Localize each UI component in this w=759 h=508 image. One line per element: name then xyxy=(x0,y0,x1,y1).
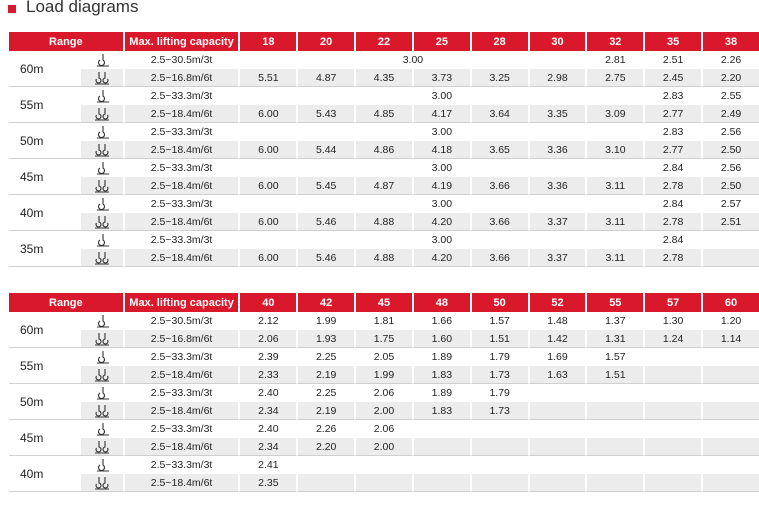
value-cell: 6.00 xyxy=(238,141,296,159)
value-cell xyxy=(296,456,354,474)
single-hook-icon xyxy=(81,456,123,474)
value-cell xyxy=(701,231,759,249)
value-cell xyxy=(701,348,759,366)
header-radius: 32 xyxy=(585,32,643,51)
value-cell xyxy=(585,384,643,402)
value-cell: 1.99 xyxy=(354,366,412,384)
value-cell xyxy=(643,420,701,438)
value-cell: 1.69 xyxy=(528,348,586,366)
value-cell xyxy=(585,123,643,141)
value-cell: 3.36 xyxy=(528,141,586,159)
value-cell xyxy=(354,231,412,249)
value-cell: 4.19 xyxy=(412,177,470,195)
capacity-cell: 2.5~18.4m/6t xyxy=(123,438,239,456)
value-cell: 2.34 xyxy=(238,402,296,420)
value-cell: 1.81 xyxy=(354,312,412,330)
capacity-cell: 2.5~33.3m/3t xyxy=(123,348,239,366)
value-cell: 2.06 xyxy=(354,420,412,438)
double-hook-icon xyxy=(81,330,123,348)
header-radius: 35 xyxy=(643,32,701,51)
header-radius: 20 xyxy=(296,32,354,51)
single-hook-icon xyxy=(81,123,123,141)
header-radius: 38 xyxy=(701,32,759,51)
value-cell: 2.51 xyxy=(643,51,701,69)
value-cell: 6.00 xyxy=(238,105,296,123)
value-cell: 2.51 xyxy=(701,213,759,231)
table-row xyxy=(9,366,759,384)
value-cell: 3.00 xyxy=(412,87,470,105)
value-cell xyxy=(412,474,470,492)
double-hook-icon xyxy=(81,474,123,492)
value-cell xyxy=(585,474,643,492)
value-cell: 2.26 xyxy=(296,420,354,438)
value-cell xyxy=(296,159,354,177)
capacity-cell: 2.5~33.3m/3t xyxy=(123,231,239,249)
value-cell: 1.51 xyxy=(585,366,643,384)
value-cell: 4.35 xyxy=(354,69,412,87)
value-cell: 1.73 xyxy=(470,366,528,384)
header-radius: 42 xyxy=(296,293,354,312)
value-cell: 4.20 xyxy=(412,213,470,231)
capacity-cell: 2.5~18.4m/6t xyxy=(123,249,239,267)
value-cell: 3.66 xyxy=(470,213,528,231)
value-cell: 1.66 xyxy=(412,312,470,330)
value-cell: 2.33 xyxy=(238,366,296,384)
value-cell xyxy=(528,456,586,474)
value-cell xyxy=(296,474,354,492)
value-cell: 2.78 xyxy=(643,177,701,195)
value-cell: 2.19 xyxy=(296,402,354,420)
value-cell xyxy=(643,456,701,474)
value-cell: 2.50 xyxy=(701,177,759,195)
capacity-cell: 2.5~18.4m/6t xyxy=(123,141,239,159)
value-cell: 4.86 xyxy=(354,141,412,159)
value-cell xyxy=(354,123,412,141)
value-cell xyxy=(354,474,412,492)
single-hook-icon xyxy=(81,87,123,105)
capacity-cell: 2.5~33.3m/3t xyxy=(123,123,239,141)
table-row xyxy=(9,195,759,213)
header-radius: 50 xyxy=(470,293,528,312)
value-cell: 3.00 xyxy=(412,159,470,177)
value-cell: 2.75 xyxy=(585,69,643,87)
value-cell: 2.25 xyxy=(296,348,354,366)
value-cell xyxy=(470,123,528,141)
table-row xyxy=(9,438,759,456)
value-cell: 2.06 xyxy=(354,384,412,402)
value-cell: 1.73 xyxy=(470,402,528,420)
header-radius: 52 xyxy=(528,293,586,312)
value-cell: 2.83 xyxy=(643,87,701,105)
value-cell xyxy=(643,366,701,384)
single-hook-icon xyxy=(81,159,123,177)
value-cell: 2.35 xyxy=(238,474,296,492)
value-cell xyxy=(470,231,528,249)
value-cell xyxy=(470,159,528,177)
single-hook-icon xyxy=(81,312,123,330)
single-hook-icon xyxy=(81,384,123,402)
value-cell xyxy=(528,474,586,492)
value-cell: 2.98 xyxy=(528,69,586,87)
value-cell: 2.45 xyxy=(643,69,701,87)
header-range: Range xyxy=(9,32,123,51)
value-cell: 2.84 xyxy=(643,195,701,213)
capacity-cell: 2.5~33.3m/3t xyxy=(123,195,239,213)
value-cell: 2.06 xyxy=(238,330,296,348)
value-cell: 2.84 xyxy=(643,231,701,249)
header-radius: 30 xyxy=(528,32,586,51)
value-cell: 5.44 xyxy=(296,141,354,159)
value-cell xyxy=(701,438,759,456)
value-cell: 1.20 xyxy=(701,312,759,330)
header-max-capacity: Max. lifting capacity xyxy=(123,293,239,312)
value-cell xyxy=(354,195,412,213)
value-cell: 2.00 xyxy=(354,438,412,456)
value-cell: 2.77 xyxy=(643,141,701,159)
value-cell xyxy=(528,402,586,420)
value-cell xyxy=(470,420,528,438)
value-cell: 2.57 xyxy=(701,195,759,213)
value-cell: 1.83 xyxy=(412,402,470,420)
value-cell: 2.39 xyxy=(238,348,296,366)
table-row xyxy=(9,87,759,105)
value-cell: 3.11 xyxy=(585,177,643,195)
range-label: 55m xyxy=(9,348,81,384)
value-cell: 3.66 xyxy=(470,177,528,195)
range-label: 55m xyxy=(9,87,81,123)
value-cell xyxy=(238,123,296,141)
value-cell xyxy=(470,474,528,492)
value-cell: 3.36 xyxy=(528,177,586,195)
capacity-cell: 2.5~33.3m/3t xyxy=(123,456,239,474)
capacity-cell: 2.5~18.4m/6t xyxy=(123,366,239,384)
table-row xyxy=(9,474,759,492)
value-cell: 2.12 xyxy=(238,312,296,330)
value-cell xyxy=(354,159,412,177)
value-cell: 1.57 xyxy=(585,348,643,366)
header-radius: 57 xyxy=(643,293,701,312)
value-cell: 2.56 xyxy=(701,123,759,141)
value-cell xyxy=(528,159,586,177)
value-cell: 1.31 xyxy=(585,330,643,348)
range-label: 50m xyxy=(9,384,81,420)
capacity-cell: 2.5~16.8m/6t xyxy=(123,330,239,348)
value-cell: 3.37 xyxy=(528,249,586,267)
value-cell xyxy=(528,231,586,249)
capacity-cell: 2.5~33.3m/3t xyxy=(123,159,239,177)
capacity-cell: 2.5~18.4m/6t xyxy=(123,474,239,492)
value-cell: 4.18 xyxy=(412,141,470,159)
table-row xyxy=(9,330,759,348)
value-cell: 2.20 xyxy=(296,438,354,456)
value-cell xyxy=(412,420,470,438)
value-cell: 1.30 xyxy=(643,312,701,330)
value-cell: 2.84 xyxy=(643,159,701,177)
value-cell: 1.79 xyxy=(470,348,528,366)
value-cell xyxy=(585,87,643,105)
value-cell: 3.09 xyxy=(585,105,643,123)
value-cell: 2.20 xyxy=(701,69,759,87)
value-cell: 1.79 xyxy=(470,384,528,402)
single-hook-icon xyxy=(81,231,123,249)
value-cell: 2.77 xyxy=(643,105,701,123)
double-hook-icon xyxy=(81,249,123,267)
header-radius: 40 xyxy=(238,293,296,312)
value-cell xyxy=(528,195,586,213)
value-cell xyxy=(643,384,701,402)
value-cell: 2.19 xyxy=(296,366,354,384)
value-cell xyxy=(528,384,586,402)
value-cell: 4.88 xyxy=(354,249,412,267)
value-cell xyxy=(701,384,759,402)
capacity-cell: 2.5~30.5m/3t xyxy=(123,312,239,330)
header-radius: 28 xyxy=(470,32,528,51)
page-title-text: Load diagrams xyxy=(26,0,139,16)
value-cell: 1.99 xyxy=(296,312,354,330)
value-cell xyxy=(296,231,354,249)
value-cell xyxy=(585,231,643,249)
value-cell: 2.40 xyxy=(238,420,296,438)
value-cell: 3.00 xyxy=(412,195,470,213)
value-cell: 2.41 xyxy=(238,456,296,474)
table-row xyxy=(9,69,759,87)
value-cell: 1.89 xyxy=(412,384,470,402)
table-row xyxy=(9,51,759,69)
single-hook-icon xyxy=(81,195,123,213)
table-row xyxy=(9,456,759,474)
value-cell: 1.51 xyxy=(470,330,528,348)
value-cell: 1.37 xyxy=(585,312,643,330)
value-cell: 3.37 xyxy=(528,213,586,231)
double-hook-icon xyxy=(81,105,123,123)
value-cell: 1.57 xyxy=(470,312,528,330)
value-cell xyxy=(470,195,528,213)
value-cell xyxy=(585,456,643,474)
capacity-cell: 2.5~18.4m/6t xyxy=(123,105,239,123)
range-label: 40m xyxy=(9,456,81,492)
value-cell xyxy=(585,438,643,456)
value-cell: 2.49 xyxy=(701,105,759,123)
value-cell: 1.24 xyxy=(643,330,701,348)
value-cell: 1.89 xyxy=(412,348,470,366)
value-cell xyxy=(643,348,701,366)
value-cell: 3.25 xyxy=(470,69,528,87)
double-hook-icon xyxy=(81,69,123,87)
single-hook-icon xyxy=(81,348,123,366)
capacity-cell: 2.5~16.8m/6t xyxy=(123,69,239,87)
table-row xyxy=(9,177,759,195)
value-cell: 5.46 xyxy=(296,213,354,231)
value-cell xyxy=(354,87,412,105)
value-cell xyxy=(528,438,586,456)
capacity-cell: 2.5~33.3m/3t xyxy=(123,420,239,438)
value-cell: 2.50 xyxy=(701,141,759,159)
value-cell: 1.93 xyxy=(296,330,354,348)
value-cell: 2.56 xyxy=(701,159,759,177)
value-cell: 2.55 xyxy=(701,87,759,105)
value-cell xyxy=(585,402,643,420)
value-cell: 3.11 xyxy=(585,249,643,267)
value-cell: 3.10 xyxy=(585,141,643,159)
double-hook-icon xyxy=(81,366,123,384)
value-cell: 2.78 xyxy=(643,213,701,231)
header-radius: 45 xyxy=(354,293,412,312)
value-cell: 2.25 xyxy=(296,384,354,402)
merged-value-cell: 3.00 xyxy=(238,51,585,69)
value-cell xyxy=(701,456,759,474)
header-radius: 22 xyxy=(354,32,412,51)
header-radius: 18 xyxy=(238,32,296,51)
header-range: Range xyxy=(9,293,123,312)
value-cell: 3.11 xyxy=(585,213,643,231)
range-label: 45m xyxy=(9,420,81,456)
double-hook-icon xyxy=(81,177,123,195)
value-cell xyxy=(528,123,586,141)
value-cell: 3.00 xyxy=(412,123,470,141)
value-cell: 6.00 xyxy=(238,249,296,267)
capacity-cell: 2.5~18.4m/6t xyxy=(123,177,239,195)
table-row xyxy=(9,159,759,177)
table-row xyxy=(9,249,759,267)
range-label: 50m xyxy=(9,123,81,159)
header-radius: 55 xyxy=(585,293,643,312)
value-cell xyxy=(470,438,528,456)
value-cell xyxy=(585,420,643,438)
value-cell: 4.85 xyxy=(354,105,412,123)
value-cell xyxy=(643,438,701,456)
single-hook-icon xyxy=(81,51,123,69)
value-cell xyxy=(296,87,354,105)
capacity-cell: 2.5~33.3m/3t xyxy=(123,87,239,105)
value-cell xyxy=(238,159,296,177)
value-cell xyxy=(701,474,759,492)
value-cell: 1.48 xyxy=(528,312,586,330)
value-cell: 5.51 xyxy=(238,69,296,87)
double-hook-icon xyxy=(81,402,123,420)
header-radius: 25 xyxy=(412,32,470,51)
value-cell: 3.00 xyxy=(412,231,470,249)
value-cell: 2.81 xyxy=(585,51,643,69)
page-title xyxy=(8,0,138,17)
table-row xyxy=(9,231,759,249)
value-cell xyxy=(643,474,701,492)
value-cell xyxy=(296,123,354,141)
value-cell xyxy=(470,87,528,105)
value-cell xyxy=(585,195,643,213)
value-cell xyxy=(701,402,759,420)
double-hook-icon xyxy=(81,438,123,456)
value-cell: 1.83 xyxy=(412,366,470,384)
table-row xyxy=(9,105,759,123)
value-cell xyxy=(585,159,643,177)
value-cell: 2.26 xyxy=(701,51,759,69)
value-cell xyxy=(528,87,586,105)
capacity-cell: 2.5~18.4m/6t xyxy=(123,213,239,231)
double-hook-icon xyxy=(81,213,123,231)
capacity-cell: 2.5~18.4m/6t xyxy=(123,402,239,420)
range-label: 45m xyxy=(9,159,81,195)
value-cell: 3.73 xyxy=(412,69,470,87)
value-cell: 2.40 xyxy=(238,384,296,402)
value-cell xyxy=(238,195,296,213)
double-hook-icon xyxy=(81,141,123,159)
value-cell: 2.34 xyxy=(238,438,296,456)
load-table-2 xyxy=(9,293,759,492)
value-cell xyxy=(296,195,354,213)
value-cell xyxy=(238,87,296,105)
range-label: 60m xyxy=(9,51,81,87)
range-label: 35m xyxy=(9,231,81,267)
value-cell xyxy=(528,420,586,438)
value-cell: 2.00 xyxy=(354,402,412,420)
header-radius: 48 xyxy=(412,293,470,312)
single-hook-icon xyxy=(81,420,123,438)
value-cell xyxy=(470,456,528,474)
value-cell: 6.00 xyxy=(238,213,296,231)
table-row xyxy=(9,348,759,366)
value-cell: 4.87 xyxy=(296,69,354,87)
value-cell: 3.35 xyxy=(528,105,586,123)
table-row xyxy=(9,123,759,141)
value-cell: 1.63 xyxy=(528,366,586,384)
value-cell: 3.64 xyxy=(470,105,528,123)
value-cell: 5.46 xyxy=(296,249,354,267)
table-row xyxy=(9,384,759,402)
value-cell: 4.88 xyxy=(354,213,412,231)
value-cell xyxy=(701,420,759,438)
value-cell: 3.65 xyxy=(470,141,528,159)
value-cell xyxy=(643,402,701,420)
value-cell: 1.60 xyxy=(412,330,470,348)
table-row xyxy=(9,420,759,438)
value-cell: 2.83 xyxy=(643,123,701,141)
range-label: 40m xyxy=(9,195,81,231)
value-cell: 4.87 xyxy=(354,177,412,195)
value-cell xyxy=(412,438,470,456)
value-cell: 4.20 xyxy=(412,249,470,267)
value-cell: 4.17 xyxy=(412,105,470,123)
value-cell: 1.42 xyxy=(528,330,586,348)
value-cell: 5.45 xyxy=(296,177,354,195)
load-table-1 xyxy=(9,32,759,267)
value-cell: 3.66 xyxy=(470,249,528,267)
value-cell: 2.78 xyxy=(643,249,701,267)
table-row xyxy=(9,312,759,330)
table-row xyxy=(9,141,759,159)
bullet-square-icon xyxy=(8,5,16,13)
range-label: 60m xyxy=(9,312,81,348)
table-row xyxy=(9,402,759,420)
value-cell: 1.75 xyxy=(354,330,412,348)
table-row xyxy=(9,213,759,231)
header-radius: 60 xyxy=(701,293,759,312)
capacity-cell: 2.5~30.5m/3t xyxy=(123,51,239,69)
value-cell xyxy=(701,366,759,384)
value-cell xyxy=(354,456,412,474)
value-cell xyxy=(412,456,470,474)
value-cell: 2.05 xyxy=(354,348,412,366)
value-cell: 6.00 xyxy=(238,177,296,195)
value-cell: 5.43 xyxy=(296,105,354,123)
header-max-capacity: Max. lifting capacity xyxy=(123,32,239,51)
value-cell: 1.14 xyxy=(701,330,759,348)
capacity-cell: 2.5~33.3m/3t xyxy=(123,384,239,402)
value-cell xyxy=(238,231,296,249)
value-cell xyxy=(701,249,759,267)
